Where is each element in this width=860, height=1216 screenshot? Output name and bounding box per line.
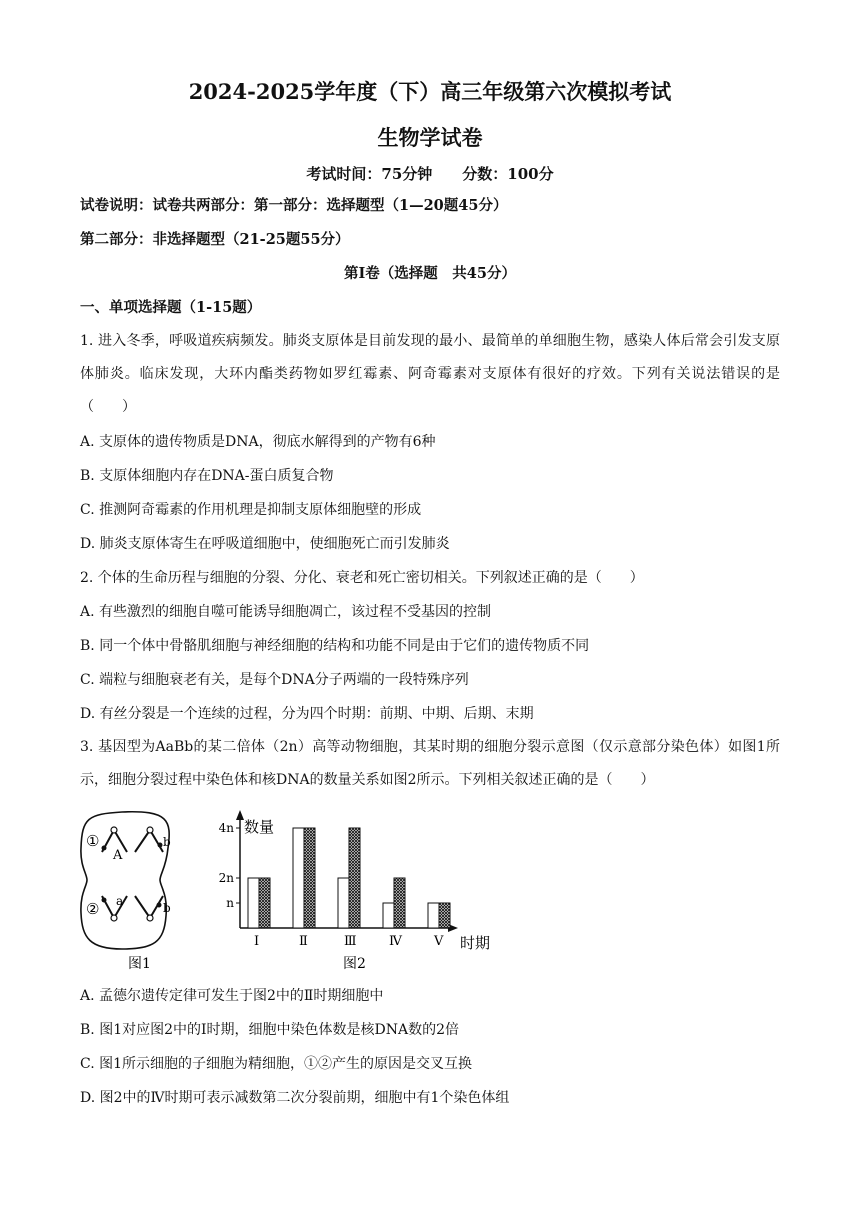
centromere-3: [111, 915, 117, 921]
gene-b-dot-2: [157, 903, 162, 908]
y-tick-label: 4n: [218, 821, 234, 835]
question-3-option-b: B. 图1对应图2中的Ⅰ时期，细胞中染色体数是核DNA数的2倍: [80, 1022, 460, 1038]
x-tick-label: Ⅰ: [254, 934, 260, 949]
centromere-2: [147, 827, 153, 833]
x-tick-label: Ⅲ: [344, 934, 357, 949]
question-3-option-a: A. 孟德尔遗传定律可发生于图2中的Ⅱ时期细胞中: [80, 988, 384, 1004]
question-2-stem: 2. 个体的生命历程与细胞的分裂、分化、衰老和死亡密切相关。下列叙述正确的是（ ）: [80, 570, 644, 586]
paper-subject-title: 生物学试卷: [377, 125, 483, 150]
bar-hatched-5: [439, 903, 450, 928]
label-gene-b-2: b: [163, 901, 171, 915]
question-3-figures: [80, 808, 500, 977]
question-3-option-d: D. 图2中的Ⅳ时期可表示减数第二次分裂前期，细胞中有1个染色体组: [80, 1090, 510, 1106]
centromere-1: [111, 827, 117, 833]
gene-b-dot-1: [158, 843, 163, 848]
chart-x-ticks: [254, 934, 444, 949]
bar-hatched-4: [394, 878, 405, 928]
figure1-cell-diagram: [81, 812, 171, 972]
bar-hatched-1: [259, 878, 270, 928]
question-3-option-c: C. 图1所示细胞的子细胞为精细胞，①②产生的原因是交叉互换: [80, 1056, 473, 1072]
question-2-option-b: B. 同一个体中骨骼肌细胞与神经细胞的结构和功能不同是由于它们的遗传物质不同: [80, 638, 590, 654]
paper-description-1: 试卷说明：试卷共两部分：第一部分：选择题型（1—20题45分）: [80, 197, 508, 214]
question-1-option-b: B. 支原体细胞内存在DNA-蛋白质复合物: [80, 468, 334, 484]
exam-info: 考试时间：75分钟 分数：100分: [306, 165, 554, 183]
question-2-option-a: A. 有些激烈的细胞自噬可能诱导细胞凋亡，该过程不受基因的控制: [80, 604, 492, 620]
part-title: 一、单项选择题（1-15题）: [80, 299, 262, 316]
figure-svg: [80, 808, 500, 973]
label-gene-b-1: b: [163, 835, 171, 849]
figure1-caption: 图1: [128, 956, 151, 972]
exam-title: 2024-2025学年度（下）高三年级第六次模拟考试: [188, 79, 672, 104]
y-axis-label: 数量: [244, 818, 275, 836]
bar-blank-5: [428, 903, 439, 928]
question-3-stem: 3. 基因型为AaBb的某二倍体（2n）高等动物细胞，其某时期的细胞分裂示意图（仅示意部分染色体）如图1所示，细胞分裂过程中染色体和核DNA的数量关系如图2所示。下列相关叙述正确的是（ ）: [80, 739, 780, 788]
question-1-option-d: D. 肺炎支原体寄生在呼吸道细胞中，使细胞死亡而引发肺炎: [80, 536, 450, 552]
question-2-option-d: D. 有丝分裂是一个连续的过程，分为四个时期：前期、中期、后期、末期: [80, 706, 534, 722]
x-tick-label: Ⅳ: [389, 934, 402, 949]
bar-hatched-2: [304, 828, 315, 928]
section-title: 第Ⅰ卷（选择题 共45分）: [344, 265, 516, 282]
label-circled-2: ②: [86, 900, 100, 918]
question-1-option-c: C. 推测阿奇霉素的作用机理是抑制支原体细胞壁的形成: [80, 502, 422, 518]
bar-blank-2: [293, 828, 304, 928]
bar-blank-3: [338, 878, 349, 928]
chart-y-ticks: [219, 821, 240, 910]
label-circled-1: ①: [86, 832, 100, 850]
y-axis-arrow: [236, 810, 244, 820]
x-tick-label: Ⅴ: [434, 934, 444, 949]
paper-description-2: 第二部分：非选择题型（21-25题55分）: [80, 231, 350, 248]
bar-blank-4: [383, 903, 394, 928]
label-gene-a: a: [116, 894, 124, 908]
centromere-4: [147, 915, 153, 921]
chart-bars: [248, 828, 450, 928]
bar-blank-1: [248, 878, 259, 928]
question-1-option-a: A. 支原体的遗传物质是DNA，彻底水解得到的产物有6种: [80, 434, 436, 450]
x-tick-label: Ⅱ: [299, 934, 308, 949]
figure2-caption: 图2: [343, 956, 366, 972]
x-axis-label: 时期: [460, 934, 491, 952]
gene-a-lower-dot: [102, 898, 107, 903]
y-tick-label: 2n: [218, 871, 234, 885]
label-gene-A: A: [113, 848, 123, 863]
figure2-bar-chart: [219, 810, 490, 972]
gene-a-dot: [102, 846, 107, 851]
question-1-stem: 1. 进入冬季，呼吸道疾病频发。肺炎支原体是目前发现的最小、最简单的单细胞生物，感染人体后常会引发支原体肺炎。临床发现，大环内酯类药物如罗红霉素、阿奇霉素对支原体有很好的疗效。下列有关说法错误的是（ ）: [80, 333, 780, 415]
y-tick-label: n: [226, 896, 234, 910]
question-2-option-c: C. 端粒与细胞衰老有关，是每个DNA分子两端的一段特殊序列: [80, 672, 469, 688]
bar-hatched-3: [349, 828, 360, 928]
